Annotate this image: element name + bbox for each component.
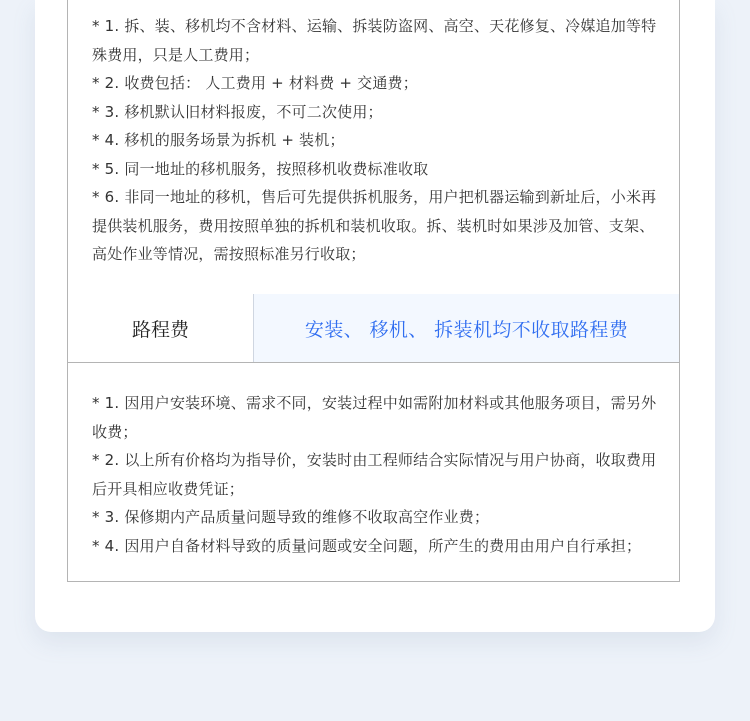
installation-notes-list — [92, 12, 657, 269]
note-item: * 6. 非同一地址的移机，售后可先提供拆机服务，用户把机器运输到新址后，小米再提供装机服务，费用按照单独的拆机和装机收取。拆、装机时如果涉及加管、支架、高处作业等情况，需按照标准另行收取； — [92, 188, 657, 263]
travel-fee-value: 安装、 移机、 拆装机均不收取路程费 — [254, 294, 679, 363]
note-item: * 1. 拆、装、移机均不含材料、运输、拆装防盗网、高空、天花修复、冷媒追加等特殊费用，只是人工费用； — [92, 17, 657, 64]
note-item: * 2. 以上所有价格均为指导价，安装时由工程师结合实际情况与用户协商，收取费用后开具相应收费凭证； — [92, 451, 657, 498]
travel-fee-row — [67, 294, 680, 363]
note-item: * 4. 因用户自备材料导致的质量问题或安全问题，所产生的费用由用户自行承担； — [92, 536, 642, 555]
note-item: * 4. 移机的服务场景为拆机 + 装机； — [92, 131, 345, 149]
note-item: * 1. 因用户安装环境、需求不同，安装过程中如需附加材料或其他服务项目，需另外收费； — [92, 394, 657, 441]
note-item: * 5. 同一地址的移机服务，按照移机收费标准收取 — [92, 159, 429, 178]
general-notes-list — [92, 389, 657, 560]
note-item: * 3. 移机默认旧材料报废，不可二次使用； — [92, 102, 383, 121]
travel-fee-label: 路程费 — [68, 294, 254, 363]
general-notes-box — [67, 362, 680, 582]
note-item: * 3. 保修期内产品质量问题导致的维修不收取高空作业费； — [92, 508, 490, 526]
note-item: * 2. 收费包括： 人工费用 + 材料费 + 交通费； — [92, 74, 418, 92]
installation-notes-box — [67, 0, 680, 295]
